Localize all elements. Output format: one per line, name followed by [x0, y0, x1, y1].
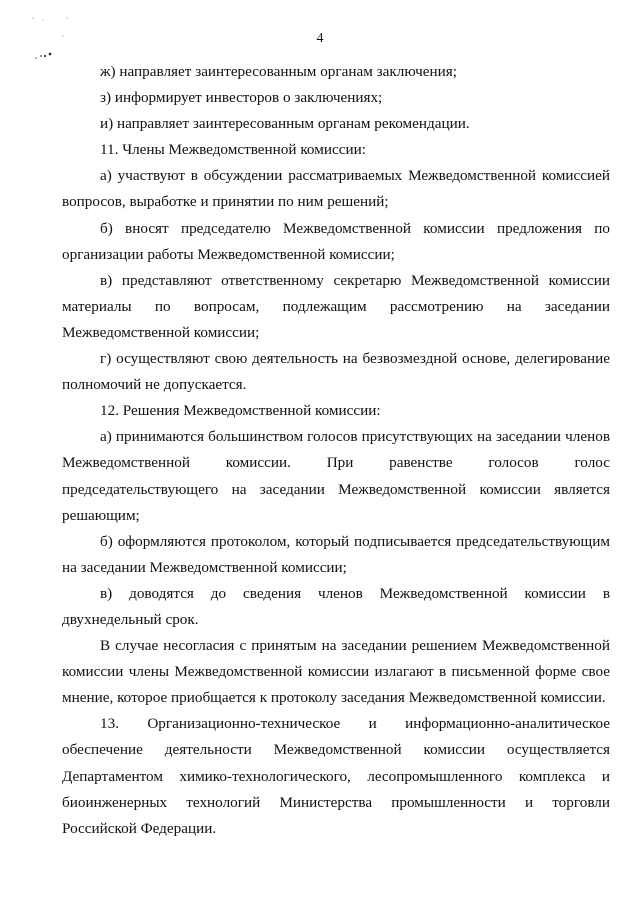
paragraph-11v: в) представляют ответственному секретарю Межведомственной комиссии материалы по вопросам, подлежащим рассмотрению на заседании Межведомственной комиссии; [62, 271, 610, 341]
paragraph-12b: б) оформляются протоколом, который подписывается председательствующим на заседании Межведомственной комиссии; [62, 532, 610, 576]
page-number: 4 [316, 31, 324, 46]
paragraph-11g: г) осуществляют свою деятельность на безвозмездной основе, делегирование полномочий не допускается. [62, 350, 610, 394]
paragraph-11b: б) вносят председателю Межведомственной комиссии предложения по организации работы Межведомственной комиссии; [62, 219, 610, 263]
document-body [62, 59, 610, 842]
paragraph-z: з) информирует инвесторов о заключениях; [100, 89, 383, 107]
paragraph-11a: а) участвуют в обсуждении рассматриваемых Межведомственной комиссией вопросов, выработке и принятии по ним решений; [62, 167, 610, 211]
paragraph-zh: ж) направляет заинтересованным органам заключения; [100, 63, 457, 80]
paragraph-12a: а) принимаются большинством голосов присутствующих на заседании членов Межведомственной комиссии. При равенстве голосов голос председательствующего на заседании Межведомственной комиссии является решающим; [62, 428, 610, 524]
paragraph-12v: в) доводятся до сведения членов Межведомственной комиссии в двухнедельный срок. [62, 584, 610, 628]
section-12-heading: 12. Решения Межведомственной комиссии: [100, 402, 381, 420]
section-13: 13. Организационно-техническое и информационно-аналитическое обеспечение деятельности Межведомственной комиссии осуществляется Департаментом химико-технологического, лесопромышленного комплекса и биоинженерных технологий Министерства промышленности и торговли Российской Федерации. [62, 715, 610, 837]
paragraph-disagreement: В случае несогласия с принятым на заседании решением Межведомственной комиссии члены Межведомственной комиссии излагают в письменной форме свое мнение, которое приобщается к протоколу заседания Межведомственной комиссии. [62, 637, 610, 707]
section-11-heading: 11. Члены Межведомственной комиссии: [100, 141, 366, 159]
paragraph-i: и) направляет заинтересованным органам рекомендации. [100, 115, 470, 133]
